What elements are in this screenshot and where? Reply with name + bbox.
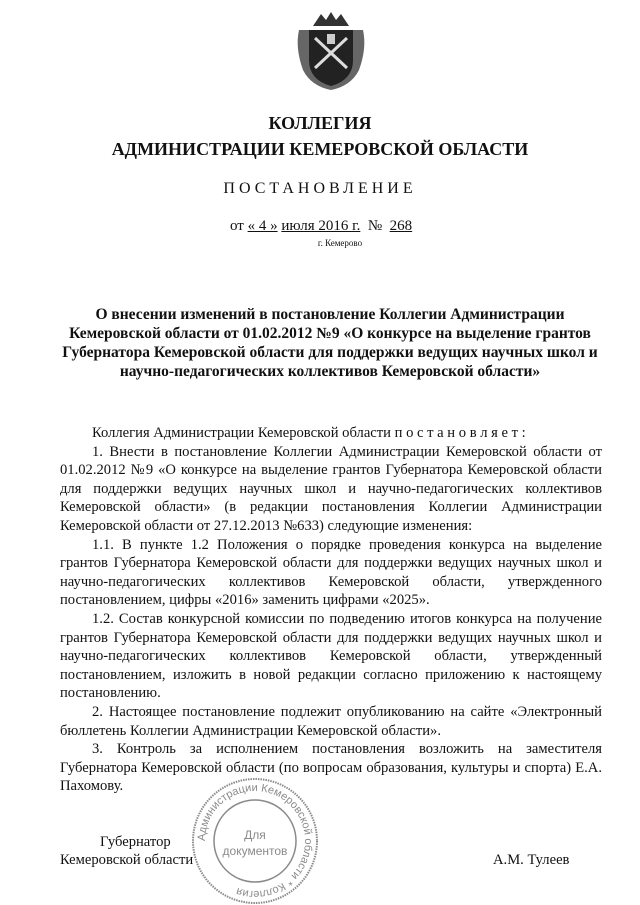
decree-subject: О внесении изменений в постановление Коллегии Администрации Кемеровской области от 01.02.2012 №9 «О конкурсе на выделение грантов Губернатора Кемеровской области для поддержки ведущих научных школ и научно-педагогических коллективов Кемеровской области» xyxy=(62,306,598,380)
coat-of-arms-emblem xyxy=(293,8,369,92)
decree-title: ПОСТАНОВЛЕНИЕ xyxy=(223,180,417,197)
decree-number: 268 xyxy=(389,218,413,234)
date-line xyxy=(230,218,412,235)
intro-paragraph: Коллегия Администрации Кемеровской области п о с т а н о в л я е т : xyxy=(92,425,526,441)
signatory-position: Губернатор xyxy=(100,834,171,850)
administration-title: АДМИНИСТРАЦИИ КЕМЕРОВСКОЙ ОБЛАСТИ xyxy=(111,139,529,159)
signatory-region: Кемеровской области xyxy=(60,852,194,868)
date-month-year: июля 2016 г. xyxy=(281,218,361,234)
shield-detail xyxy=(327,34,335,44)
collegium-title: КОЛЛЕГИЯ xyxy=(268,113,372,133)
number-label: № xyxy=(367,218,383,234)
official-stamp xyxy=(190,777,320,905)
city-label: г. Кемерово xyxy=(317,238,363,248)
paragraph-3: 3. Контроль за исполнением постановления возложить на заместителя Губернатора Кемеровской области (по вопросам образования, культуры и спорта) Е.А. Пахомову. xyxy=(60,741,602,795)
stamp-center-line2: документов xyxy=(222,844,288,858)
paragraph-1-1: 1.1. В пункте 1.2 Положения о порядке проведения конкурса на выделение грантов Губернатора Кемеровской области для поддержки ведущих научных школ и научно-педагогических коллективов Кемеровской области, утвержденного постановлением, цифры «2016» заменить цифрами «2025». xyxy=(60,536,602,609)
crown-icon xyxy=(313,12,349,26)
date-prefix: от xyxy=(230,218,244,234)
stamp-center-line1: Для xyxy=(244,828,266,842)
date-day: « 4 » xyxy=(247,218,278,234)
decree-body xyxy=(60,424,602,796)
stamp-ring-text: Администрации Кемеровской области * Коллегия xyxy=(195,781,315,901)
paragraph-1-2: 1.2. Состав конкурсной комиссии по подведению итогов конкурса на получение грантов Губернатора Кемеровской области для поддержки ведущих научных школ и научно-педагогических коллективов Кемеровской области, утвержденный постановлением, изложить в новой редакции согласно приложению к настоящему постановлению. xyxy=(60,610,602,702)
paragraph-2: 2. Настоящее постановление подлежит опубликованию на сайте «Электронный бюллетень Коллегии Администрации Кемеровской области». xyxy=(60,703,602,739)
signatory-name: А.М. Тулеев xyxy=(493,852,570,868)
paragraph-1: 1. Внести в постановление Коллегии Администрации Кемеровской области от 01.02.2012 №9 «О конкурсе на выделение грантов Губернатора Кемеровской области для поддержки ведущих научных школ и научно-педагогических коллективов Кемеровской области» (в редакции постановления Коллегии Администрации Кемеровской области от 27.12.2013 №633) следующие изменения: xyxy=(60,443,602,534)
